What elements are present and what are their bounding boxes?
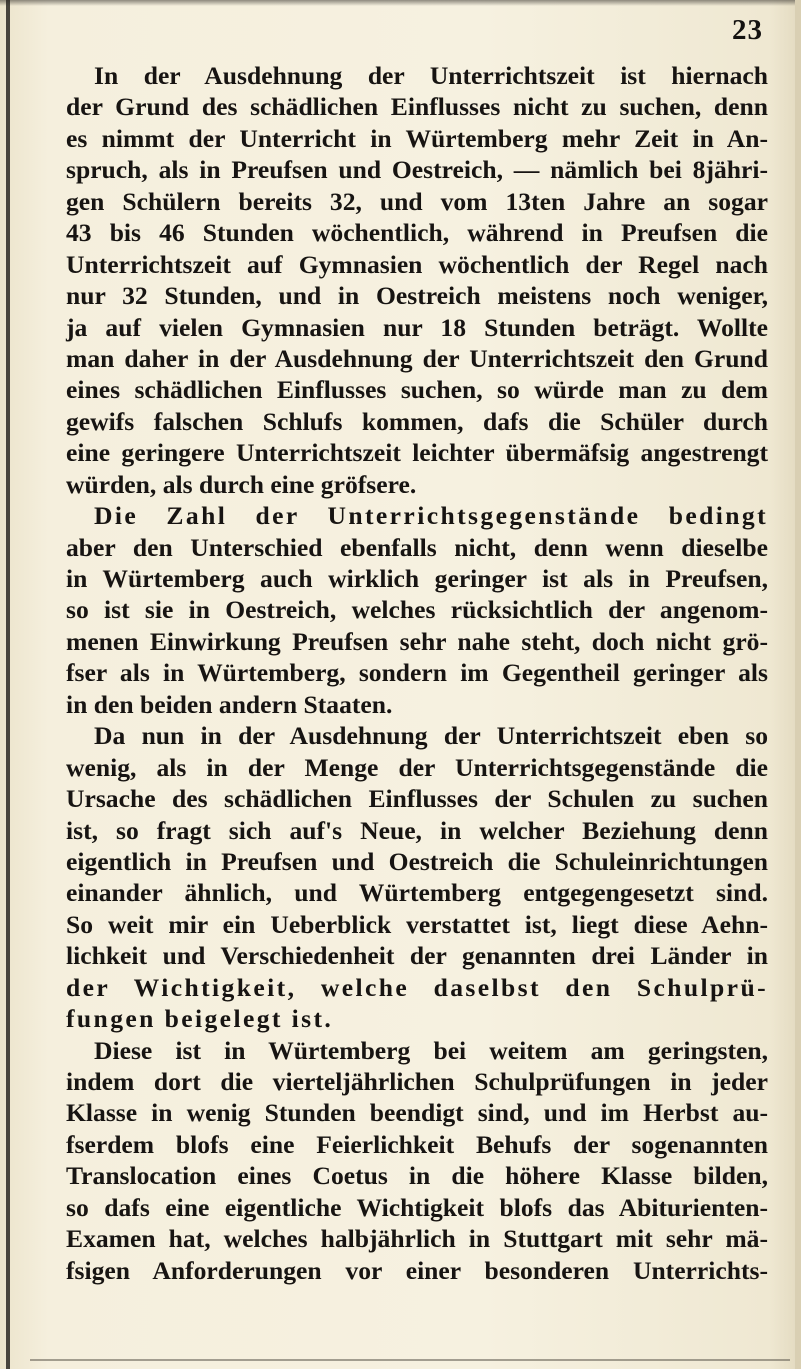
text-line: nur 32 Stunden, und in Oestreich meistens noch weniger, <box>66 281 768 311</box>
text-line: Klasse in wenig Stunden beendigt sind, und im Herbst au- <box>66 1098 768 1128</box>
text-line: so ist sie in Oestreich, welches rücksichtlich der angenom- <box>66 595 768 625</box>
text-line: aber den Unterschied ebenfalls nicht, denn wenn dieselbe <box>66 532 768 562</box>
text-line: fserdem blofs eine Feierlichkeit Behufs der sogenannten <box>66 1129 768 1159</box>
text-line: ist, so fragt sich auf's Neue, in welcher Beziehung denn <box>66 815 768 845</box>
text-line: der Wichtigkeit, welche daselbst den Schulprü- <box>66 972 768 1002</box>
text-line: menen Einwirkung Preufsen sehr nahe steht, doch nicht grö- <box>66 626 768 656</box>
left-binding-edge <box>6 0 10 1369</box>
text-line: fser als in Würtemberg, sondern im Gegentheil geringer als <box>66 658 768 688</box>
text-line: 43 bis 46 Stunden wöchentlich, während in Preufsen die <box>66 218 768 248</box>
text-line: eines schädlichen Einflusses suchen, so würde man zu dem <box>66 375 768 405</box>
page-number: 23 <box>732 14 763 46</box>
text-line: würden, als durch eine gröfsere. <box>66 469 417 499</box>
text-line: In der Ausdehnung der Unterrichtszeit ist hiernach <box>94 61 768 90</box>
text-line: Da nun in der Ausdehnung der Unterrichtszeit eben so <box>94 721 768 751</box>
text-line: Examen hat, welches halbjährlich in Stuttgart mit sehr mä- <box>66 1224 768 1254</box>
text-line: gewifs falschen Schlufs kommen, dafs die Schüler durch <box>66 406 768 436</box>
text-line: fsigen Anforderungen vor einer besonderen Unterrichts- <box>66 1255 768 1285</box>
text-line: Die Zahl der Unterrichtsgegenstände bedingt <box>94 501 768 531</box>
text-line: der Grund des schädlichen Einflusses nicht zu suchen, denn <box>66 92 768 122</box>
bottom-edge-line <box>30 1359 790 1361</box>
top-edge-shadow <box>0 0 801 6</box>
text-line: spruch, als in Preufsen und Oestreich, — nämlich bei 8jähri- <box>66 155 768 185</box>
text-line: einander ähnlich, und Würtemberg entgegengesetzt sind. <box>66 878 768 908</box>
text-line: indem dort die vierteljährlichen Schulprüfungen in jeder <box>66 1067 768 1096</box>
text-line: Ursache des schädlichen Einflusses der Schulen zu suchen <box>66 784 768 814</box>
text-line: man daher in der Ausdehnung der Unterrichtszeit den Grund <box>66 343 768 373</box>
text-line: Translocation eines Coetus in die höhere Klasse bilden, <box>66 1161 768 1191</box>
text-line: eigentlich in Preufsen und Oestreich die Schuleinrichtungen <box>66 846 768 876</box>
text-line: fungen beigelegt ist. <box>66 1004 334 1034</box>
text-line: So weit mir ein Ueberblick verstattet ist, liegt diese Aehn- <box>66 909 768 939</box>
text-line: eine geringere Unterrichtszeit leichter übermäfsig angestrengt <box>66 438 768 468</box>
text-line: in Würtemberg auch wirklich geringer ist als in Preufsen, <box>66 564 768 593</box>
text-line: ja auf vielen Gymnasien nur 18 Stunden beträgt. Wollte <box>66 312 768 342</box>
text-line: lichkeit und Verschiedenheit der genannten drei Länder in <box>66 941 768 971</box>
text-line: so dafs eine eigentliche Wichtigkeit blofs das Abiturienten- <box>66 1192 768 1222</box>
text-line: in den beiden andern Staaten. <box>66 689 393 719</box>
body-text <box>66 60 768 1286</box>
text-line: es nimmt der Unterricht in Würtemberg mehr Zeit in An- <box>66 123 768 153</box>
right-page-edge <box>795 0 801 1369</box>
text-line: gen Schülern bereits 32, und vom 13ten Jahre an sogar <box>66 186 768 216</box>
text-line: Diese ist in Würtemberg bei weitem am geringsten, <box>94 1035 768 1065</box>
text-line: Unterrichtszeit auf Gymnasien wöchentlich der Regel nach <box>66 249 768 279</box>
text-line: wenig, als in der Menge der Unterrichtsgegenstände die <box>66 752 768 782</box>
